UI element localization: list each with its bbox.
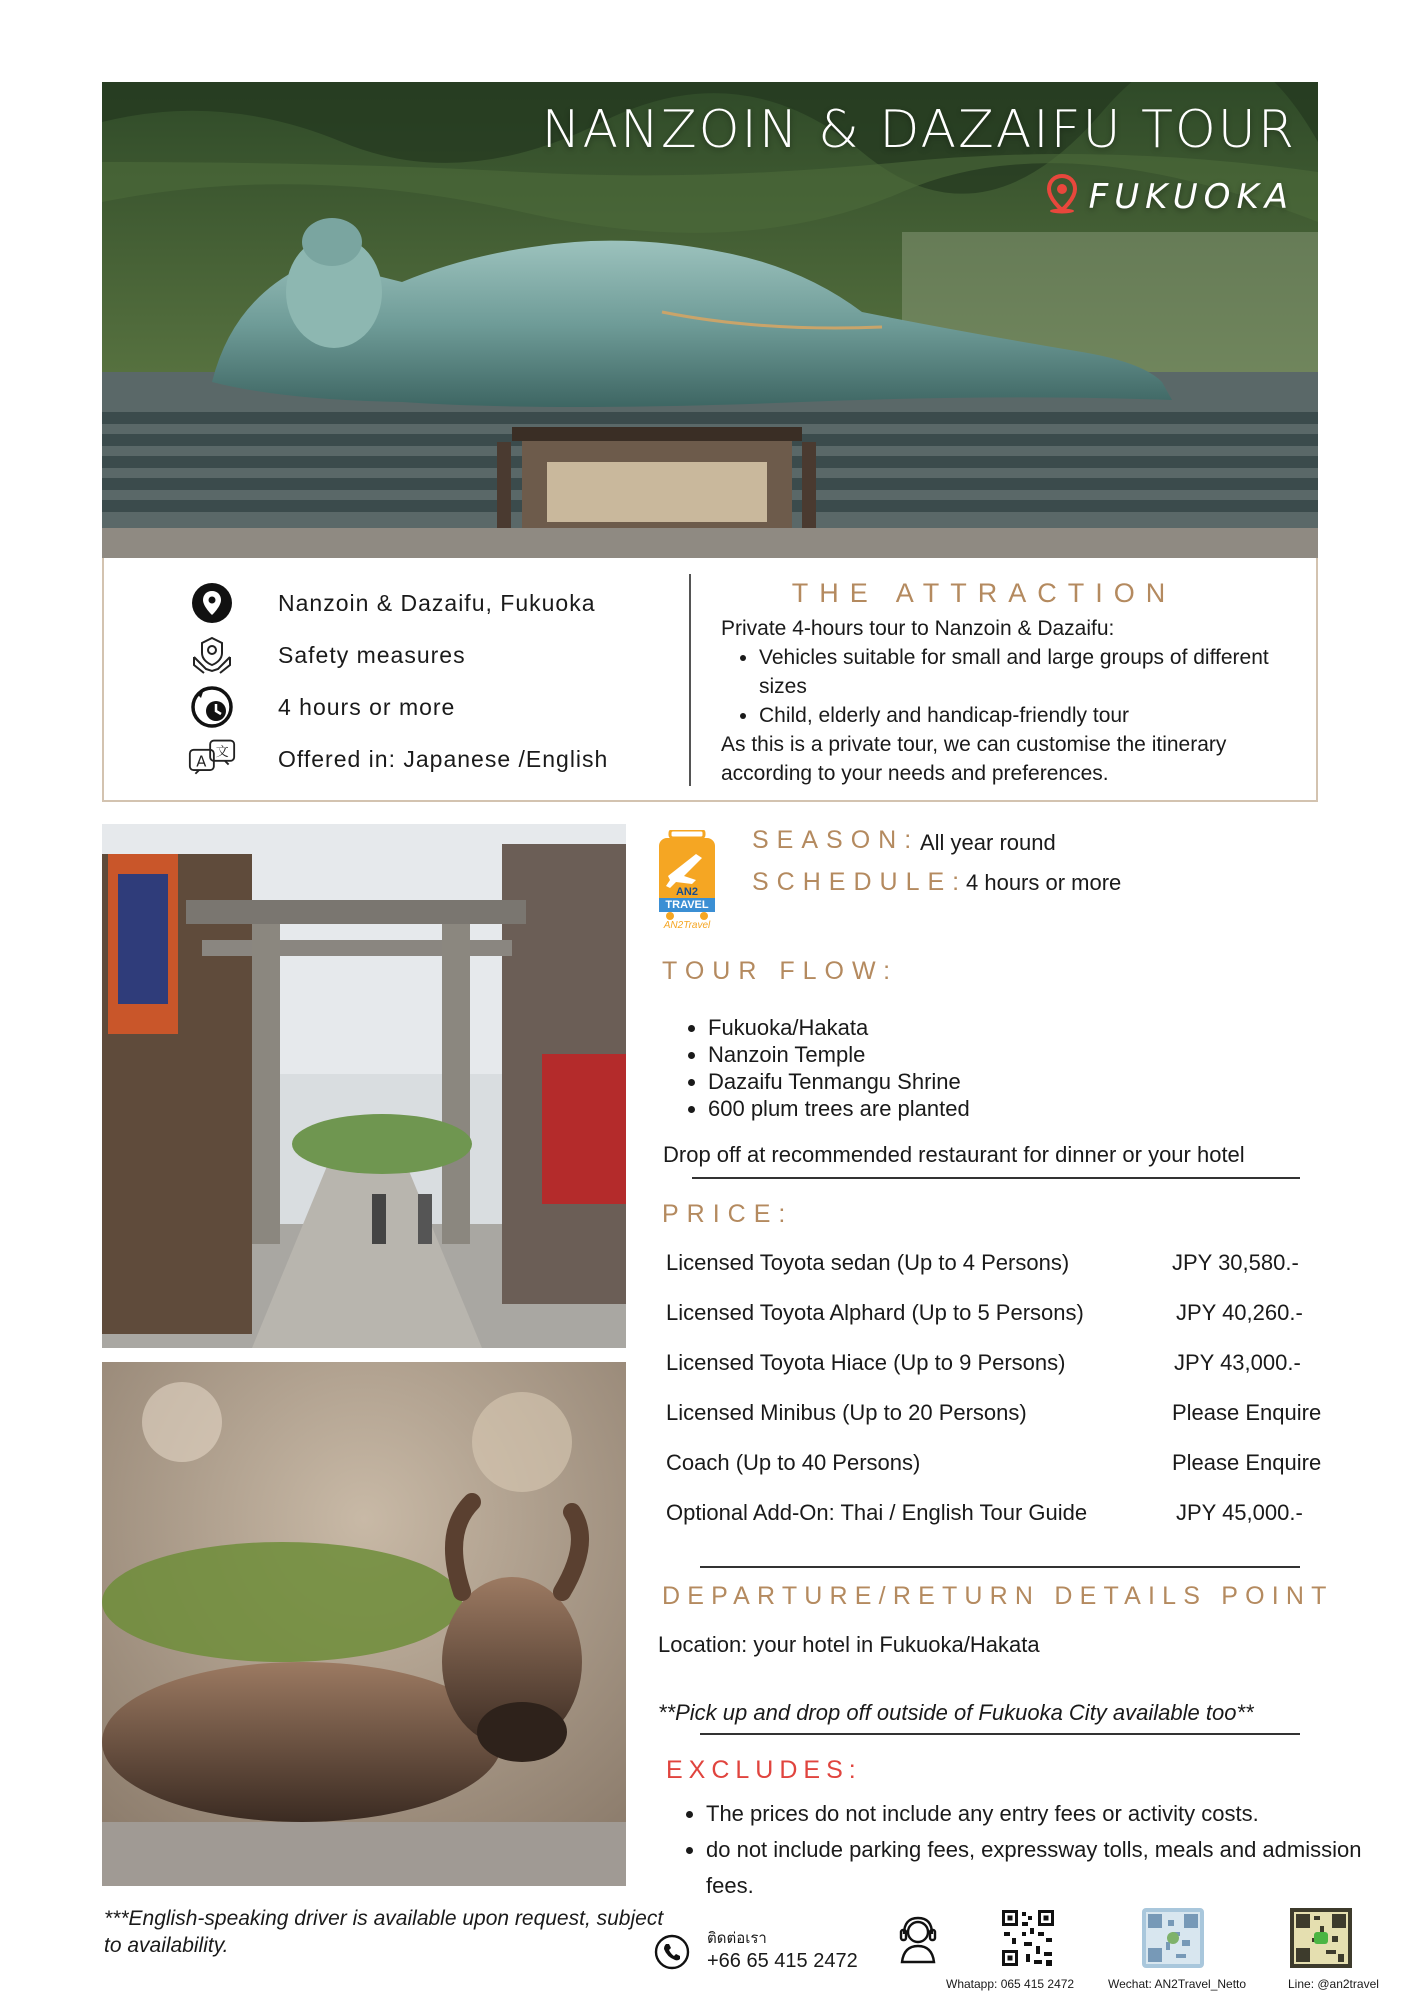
tour-flow-list: [708, 1014, 970, 1122]
logo-line1: AN2: [675, 886, 698, 898]
price-name: Optional Add-On: Thai / English Tour Guide: [666, 1500, 1088, 1525]
divider: [700, 1733, 1300, 1735]
hero-banner: [102, 82, 1318, 558]
attraction-outro: As this is a private tour, we can customise the itinerary according to your needs and preferences.: [721, 733, 1227, 785]
an2-travel-logo: [656, 830, 718, 930]
feature-label: 4 hours or more: [278, 693, 456, 720]
excludes-label: EXCLUDES:: [666, 1756, 862, 1784]
price-value: JPY 43,000.-: [1174, 1350, 1301, 1375]
clock-icon: [188, 683, 236, 731]
price-name: Licensed Toyota Hiace (Up to 9 Persons): [666, 1350, 1066, 1375]
excludes-list: [706, 1796, 1386, 1904]
season-value: All year round: [920, 830, 1056, 855]
safety-hands-icon: [188, 631, 236, 679]
attraction-title: THE ATTRACTION: [791, 578, 1177, 608]
tour-title: NANZOIN & DAZAIFU TOUR: [541, 100, 1296, 160]
price-value: Please Enquire: [1172, 1450, 1322, 1475]
price-value: JPY 45,000.-: [1176, 1500, 1303, 1525]
wechat-caption: Wechat: AN2Travel_Netto: [1108, 1977, 1247, 1991]
feature-duration: [188, 682, 456, 732]
price-row: [666, 1300, 1346, 1330]
price-value: JPY 40,260.-: [1176, 1300, 1303, 1325]
list-item: • 600 plum trees are planted: [708, 1095, 970, 1122]
ox-statue-photo: [102, 1362, 626, 1886]
divider: [692, 1177, 1300, 1179]
departure-location: Location: your hotel in Fukuoka/Hakata: [658, 1632, 1040, 1657]
location-pin-icon: [188, 579, 236, 627]
price-row: [666, 1350, 1346, 1380]
price-label: PRICE:: [662, 1200, 794, 1228]
logo-script: AN2Travel: [663, 920, 711, 931]
price-name: Licensed Toyota Alphard (Up to 5 Persons): [666, 1300, 1084, 1325]
location-label: FUKUOKA: [1088, 176, 1294, 217]
list-item: • Fukuoka/Hakata: [708, 1014, 970, 1041]
attraction-bullets: [721, 643, 1311, 730]
svg-text:文: 文: [215, 745, 229, 761]
line-qr-code[interactable]: [1290, 1908, 1346, 1968]
tour-flow-label: TOUR FLOW:: [662, 957, 899, 985]
price-row: [666, 1250, 1346, 1280]
list-item: • Child, elderly and handicap-friendly tour: [759, 701, 1311, 730]
attraction-body: [721, 614, 1311, 788]
departure-note: **Pick up and drop off outside of Fukuoka City available too**: [658, 1700, 1254, 1725]
wechat-qr-code[interactable]: [1142, 1908, 1198, 1968]
line-caption: Line: @an2travel: [1288, 1977, 1379, 1991]
feature-location: [188, 578, 596, 628]
dazaifu-street-photo: [102, 824, 626, 1348]
list-item: • The prices do not include any entry fees or activity costs.: [706, 1796, 1386, 1832]
feature-language: [188, 734, 609, 784]
departure-label: DEPARTURE/RETURN DETAILS POINT: [662, 1582, 1334, 1610]
contact-phone[interactable]: +66 65 415 2472: [707, 1950, 858, 1972]
hero-location: [1045, 174, 1294, 219]
price-name: Licensed Minibus (Up to 20 Persons): [666, 1400, 1027, 1425]
divider: [700, 1566, 1300, 1568]
list-item: • Vehicles suitable for small and large groups of different sizes: [759, 643, 1311, 701]
price-row: [666, 1400, 1346, 1430]
whatsapp-qr-code[interactable]: [1000, 1908, 1056, 1968]
schedule-label: SCHEDULE:: [752, 868, 968, 896]
schedule-value: 4 hours or more: [966, 870, 1122, 895]
list-item: • Dazaifu Tenmangu Shrine: [708, 1068, 970, 1095]
customer-support-icon: [896, 1914, 940, 1964]
price-value: JPY 30,580.-: [1172, 1250, 1299, 1275]
phone-icon[interactable]: [654, 1934, 690, 1970]
price-name: Licensed Toyota sedan (Up to 4 Persons): [666, 1250, 1070, 1275]
feature-label: Offered in: Japanese /English: [278, 745, 609, 772]
attraction-intro: Private 4-hours tour to Nanzoin & Dazaifu:: [721, 617, 1115, 640]
dropoff-text: Drop off at recommended restaurant for dinner or your hotel: [663, 1142, 1245, 1167]
price-value: Please Enquire: [1172, 1400, 1322, 1425]
list-item: • do not include parking fees, expressway tolls, meals and admission fees.: [706, 1832, 1386, 1904]
driver-note: ***English-speaking driver is available upon request, subject to availability.: [104, 1907, 664, 1957]
feature-label: Nanzoin & Dazaifu, Fukuoka: [278, 589, 596, 616]
contact-label: ติดต่อเรา: [707, 1930, 767, 1947]
svg-text:A: A: [196, 753, 207, 771]
price-row: [666, 1450, 1346, 1480]
info-box: [102, 558, 1318, 802]
feature-label: Safety measures: [278, 641, 466, 668]
feature-safety: [188, 630, 466, 680]
info-divider: [689, 574, 691, 786]
list-item: • Nanzoin Temple: [708, 1041, 970, 1068]
season-label: SEASON:: [752, 826, 920, 854]
whatsapp-caption: Whatapp: 065 415 2472: [946, 1977, 1075, 1991]
translate-icon: [188, 735, 236, 783]
map-pin-icon: [1045, 174, 1079, 219]
logo-line2: TRAVEL: [665, 899, 709, 911]
price-name: Coach (Up to 40 Persons): [666, 1450, 921, 1475]
price-row: [666, 1500, 1346, 1530]
